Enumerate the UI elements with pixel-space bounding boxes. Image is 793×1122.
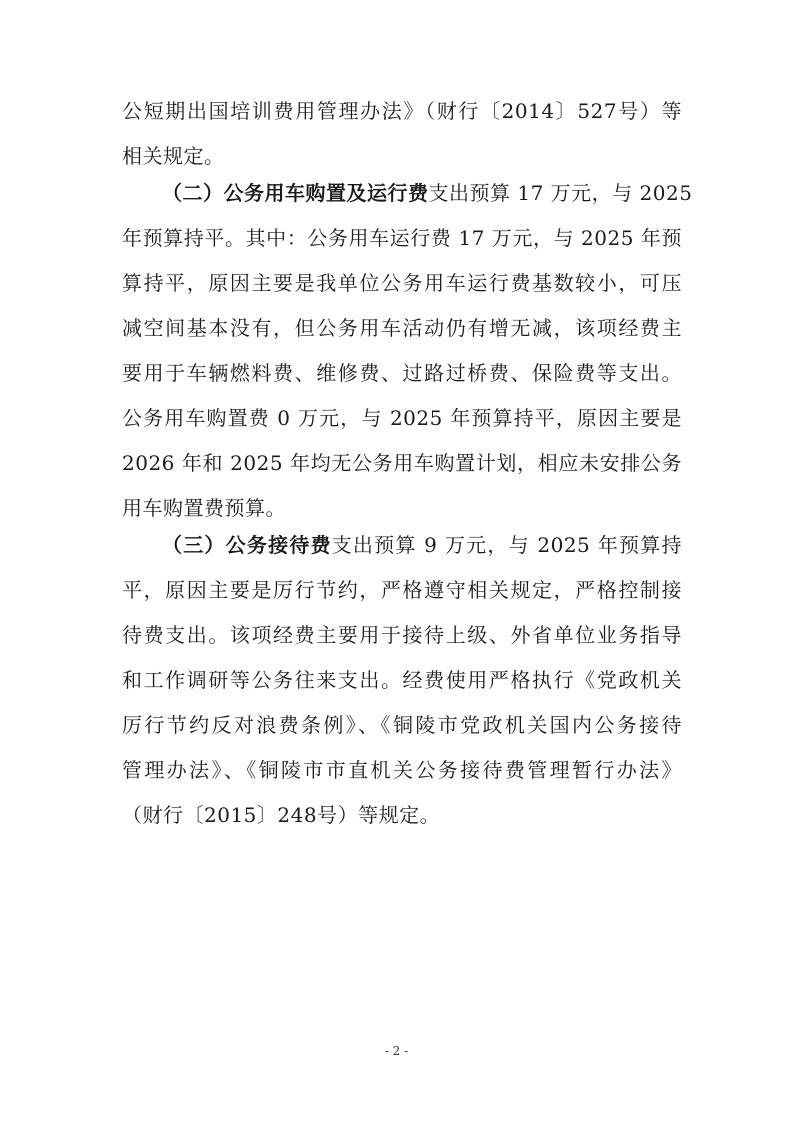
paragraph-1-line-3: 算持平，原因主要是我单位公务用车运行费基数较小，可压 [122,271,682,295]
paragraph-1-line-8: 用车购置费预算。 [122,496,286,520]
paragraph-2-line-2: 平，原因主要是厉行节约，严格遵守相关规定，严格控制接 [122,578,682,602]
paragraph-2-line-5: 厉行节约反对浪费条例》、《铜陵市党政机关国内公务接待 [122,713,682,737]
paragraph-2-line-3: 待费支出。该项经费主要用于接待上级、外省单位业务指导 [122,623,682,647]
section-heading-vehicle: （二）公务用车购置及运行费 [162,181,429,205]
paragraph-1-line-4: 减空间基本没有，但公务用车活动仍有增无减，该项经费主 [122,316,682,340]
paragraph-2-line-6: 管理办法》、《铜陵市市直机关公务接待费管理暂行办法》 [122,758,682,782]
paragraph-2-line-4: 和工作调研等公务往来支出。经费使用严格执行《党政机关 [122,668,682,692]
paragraph-0-line-1: 公短期出国培训费用管理办法》（财行〔2014〕527号）等 [122,99,682,123]
paragraph-2-line-1-text: 支出预算 9 万元，与 2025 年预算持 [331,533,682,557]
paragraph-2-line-7: （财行〔2015〕248号）等规定。 [122,803,441,827]
page-number: - 2 - [384,1044,409,1058]
paragraph-1-line-1-text: 支出预算 17 万元，与 2025 [428,181,693,205]
paragraph-1-line-7: 2026 年和 2025 年均无公务用车购置计划，相应未安排公务 [122,451,682,475]
paragraph-1-line-6: 公务用车购置费 0 万元，与 2025 年预算持平，原因主要是 [122,406,682,430]
paragraph-1-line-2: 年预算持平。其中：公务用车运行费 17 万元，与 2025 年预 [122,226,682,250]
paragraph-0-line-2: 相关规定。 [122,144,225,168]
paragraph-1-line-5: 要用于车辆燃料费、维修费、过路过桥费、保险费等支出。 [122,361,682,385]
paragraph-2-line-1 [162,530,682,560]
section-heading-reception: （三）公务接待费 [162,533,332,557]
paragraph-1-line-1 [162,178,693,208]
